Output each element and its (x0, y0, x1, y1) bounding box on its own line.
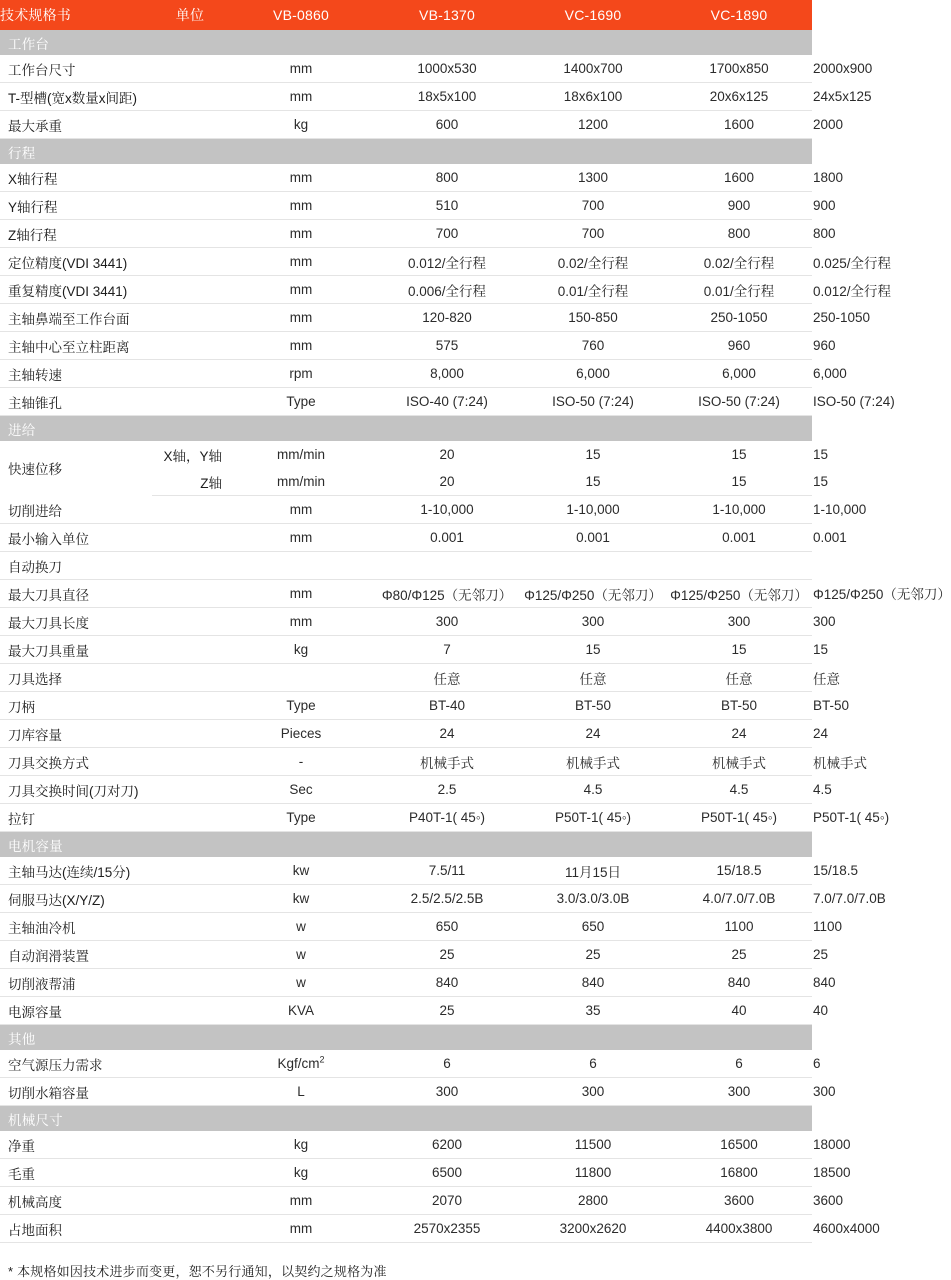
row-value-travel-8-0: ISO-40 (7:24) (374, 388, 520, 416)
row-unit-motor-2: w (228, 913, 374, 941)
row-value-motor-4-1: 840 (520, 969, 666, 997)
row-value-motor-0-1: 11月15日 (520, 857, 666, 885)
row-value-travel-7-2: 6,000 (666, 360, 812, 388)
row-label-motor-5: 电源容量 (0, 997, 228, 1025)
row-value-atc-2-0: 7 (374, 636, 520, 664)
footnote: * 本规格如因技术进步而变更，恕不另行通知，以契约之规格为准 (8, 1264, 387, 1279)
section-header-motor (0, 832, 812, 858)
row-label-atc-4: 刀柄 (0, 692, 228, 720)
row-value-motor-2-1: 650 (520, 913, 666, 941)
column-header-unit: 单位 (152, 0, 228, 30)
row-value-travel-5-0: 120-820 (374, 304, 520, 332)
row-value-dimensions-1-1: 11800 (520, 1159, 666, 1187)
row-unit-motor-5: KVA (228, 997, 374, 1025)
section-title-other: 其他 (0, 1025, 812, 1051)
row-unit-travel-1: mm (228, 192, 374, 220)
row-value-travel-4-1: 0.01/全行程 (520, 276, 666, 304)
row-value-motor-3-1: 25 (520, 941, 666, 969)
table-row: 定位精度(VDI 3441) mm 0.012/全行程 0.02/全行程 0.02/全行程 0.025/全行程 (0, 248, 812, 276)
row-value-atc-4-2: BT-50 (666, 692, 812, 720)
row-value-travel-1-2: 900 (666, 192, 812, 220)
table-row: X轴行程 mm 800 1300 1600 1800 (0, 164, 812, 192)
row-value-motor-2-0: 650 (374, 913, 520, 941)
row-value-other-0-2: 6 (666, 1050, 812, 1078)
row-value-dimensions-3-1: 3200x2620 (520, 1215, 666, 1243)
row-unit-dimensions-1: kg (228, 1159, 374, 1187)
row-value-other-1-2: 300 (666, 1078, 812, 1106)
row-value-travel-6-0: 575 (374, 332, 520, 360)
section-header-other (0, 1025, 812, 1051)
row-unit-worktable-0: mm (228, 55, 374, 83)
row-value-atc-7-2: 4.5 (666, 776, 812, 804)
row-value-travel-1-0: 510 (374, 192, 520, 220)
table-row: Y轴行程 mm 510 700 900 900 (0, 192, 812, 220)
table-row: 工作台尺寸 mm 1000x530 1400x700 1700x850 2000x900 (0, 55, 812, 83)
row-unit-travel-4: mm (228, 276, 374, 304)
row-value-atc-1-1: 300 (520, 608, 666, 636)
table-row: 最大承重 kg 600 1200 1600 2000 (0, 111, 812, 139)
row-value-motor-5-0: 25 (374, 997, 520, 1025)
row-unit-dimensions-2: mm (228, 1187, 374, 1215)
row-label-motor-1: 伺服马达(X/Y/Z) (0, 885, 228, 913)
table-row: 主轴中心至立柱距离 mm 575 760 960 960 (0, 332, 812, 360)
table-row: 主轴转速 rpm 8,000 6,000 6,000 6,000 (0, 360, 812, 388)
row-label-motor-0: 主轴马达(连续/15分) (0, 857, 228, 885)
row-value-travel-4-0: 0.006/全行程 (374, 276, 520, 304)
row-value-atc-8-0: P40T-1( 45◦) (374, 804, 520, 832)
table-row: 空气源压力需求 Kgf/$cm^2$ 6 6 6 6 (0, 1050, 812, 1078)
row-unit-atc-2: kg (228, 636, 374, 664)
row-value-travel-0-1: 1300 (520, 164, 666, 192)
section-header-atc (0, 552, 812, 580)
section-header-dimensions (0, 1106, 812, 1132)
row-label-worktable-1: T-型槽(宽x数量x间距) (0, 83, 228, 111)
row-value-other-1-1: 300 (520, 1078, 666, 1106)
section-title-motor: 电机容量 (0, 832, 812, 858)
row-value-worktable-2-0: 600 (374, 111, 520, 139)
table-row: 最大刀具长度 mm 300 300 300 300 (0, 608, 812, 636)
row-value-feed-0-1-0: 20 (374, 468, 520, 496)
row-value-feed-0-0-2: 15 (666, 441, 812, 468)
row-value-motor-4-2: 840 (666, 969, 812, 997)
row-unit-motor-4: w (228, 969, 374, 997)
row-value-feed-1-0: 1-10,000 (374, 496, 520, 524)
row-unit-travel-0: mm (228, 164, 374, 192)
section-title-feed: 进给 (0, 416, 812, 442)
row-value-feed-1-2: 1-10,000 (666, 496, 812, 524)
row-value-feed-2-1: 0.001 (520, 524, 666, 552)
column-header-model-3: VC-1890 (666, 0, 812, 30)
row-value-travel-0-0: 800 (374, 164, 520, 192)
row-value-worktable-1-1: 18x6x100 (520, 83, 666, 111)
table-row: 最大刀具直径 mm Φ80/Φ125（无邻刀） Φ125/Φ250（无邻刀） Φ125/Φ250（无邻刀） Φ125/Φ250（无邻刀） (0, 580, 812, 608)
row-unit-worktable-2: kg (228, 111, 374, 139)
row-value-worktable-0-2: 1700x850 (666, 55, 812, 83)
row-value-motor-1-1: 3.0/3.0/3.0B (520, 885, 666, 913)
row-value-motor-0-2: 15/18.5 (666, 857, 812, 885)
row-value-dimensions-2-2: 3600 (666, 1187, 812, 1215)
row-unit-feed-1: mm (228, 496, 374, 524)
row-value-atc-6-1: 机械手式 (520, 748, 666, 776)
row-value-feed-2-0: 0.001 (374, 524, 520, 552)
row-value-worktable-2-1: 1200 (520, 111, 666, 139)
row-label-travel-4: 重复精度(VDI 3441) (0, 276, 228, 304)
row-unit-atc-7: Sec (228, 776, 374, 804)
row-unit-motor-3: w (228, 941, 374, 969)
row-label-travel-8: 主轴锥孔 (0, 388, 228, 416)
table-row: 净重 kg 6200 11500 16500 18000 (0, 1131, 812, 1159)
row-value-atc-5-1: 24 (520, 720, 666, 748)
row-label-dimensions-0: 净重 (0, 1131, 228, 1159)
row-value-atc-5-2: 24 (666, 720, 812, 748)
row-value-atc-4-0: BT-40 (374, 692, 520, 720)
table-row: 主轴鼻端至工作台面 mm 120-820 150-850 250-1050 250-1050 (0, 304, 812, 332)
row-value-dimensions-1-2: 16800 (666, 1159, 812, 1187)
row-unit-travel-6: mm (228, 332, 374, 360)
row-label-dimensions-3: 占地面积 (0, 1215, 228, 1243)
row-unit-atc-0: mm (228, 580, 374, 608)
row-label-travel-5: 主轴鼻端至工作台面 (0, 304, 228, 332)
row-label-atc-6: 刀具交换方式 (0, 748, 228, 776)
row-label-motor-4: 切削液帮浦 (0, 969, 228, 997)
row-unit-travel-3: mm (228, 248, 374, 276)
table-row: T-型槽(宽x数量x间距) mm 18x5x100 18x6x100 20x6x125 24x5x125 (0, 83, 812, 111)
row-value-motor-5-1: 35 (520, 997, 666, 1025)
row-sublabel-feed-0-1: Z轴 (152, 468, 228, 496)
row-label-other-1: 切削水箱容量 (0, 1078, 228, 1106)
row-value-dimensions-3-0: 2570x2355 (374, 1215, 520, 1243)
row-value-atc-8-2: P50T-1( 45◦) (666, 804, 812, 832)
section-title-dimensions: 机械尺寸 (0, 1106, 812, 1132)
row-value-atc-3-0: 任意 (374, 664, 520, 692)
row-value-other-1-0: 300 (374, 1078, 520, 1106)
row-label-atc-2: 最大刀具重量 (0, 636, 228, 664)
row-value-dimensions-1-0: 6500 (374, 1159, 520, 1187)
header-row (0, 0, 812, 30)
table-row: 毛重 kg 6500 11800 16800 18500 (0, 1159, 812, 1187)
row-value-feed-0-0-0: 20 (374, 441, 520, 468)
row-value-motor-3-0: 25 (374, 941, 520, 969)
section-title-worktable: 工作台 (0, 30, 812, 55)
row-unit-dimensions-0: kg (228, 1131, 374, 1159)
row-label-atc-0: 最大刀具直径 (0, 580, 228, 608)
row-unit-atc-5: Pieces (228, 720, 374, 748)
row-value-atc-3-1: 任意 (520, 664, 666, 692)
row-value-travel-7-0: 8,000 (374, 360, 520, 388)
row-value-feed-0-0-1: 15 (520, 441, 666, 468)
table-row: 刀具交换时间(刀对刀) Sec 2.5 4.5 4.5 4.5 (0, 776, 812, 804)
row-value-atc-7-1: 4.5 (520, 776, 666, 804)
row-unit-feed-2: mm (228, 524, 374, 552)
row-label-travel-6: 主轴中心至立柱距离 (0, 332, 228, 360)
row-unit-travel-7: rpm (228, 360, 374, 388)
row-value-feed-0-1-2: 15 (666, 468, 812, 496)
row-value-travel-2-0: 700 (374, 220, 520, 248)
row-label-atc-3: 刀具选择 (0, 664, 228, 692)
row-label-feed-2: 最小输入单位 (0, 524, 228, 552)
row-label-travel-7: 主轴转速 (0, 360, 228, 388)
section-header-feed (0, 416, 812, 442)
row-label-dimensions-1: 毛重 (0, 1159, 228, 1187)
row-value-motor-2-2: 1100 (666, 913, 812, 941)
row-unit-atc-4: Type (228, 692, 374, 720)
row-value-motor-5-2: 40 (666, 997, 812, 1025)
row-value-dimensions-3-2: 4400x3800 (666, 1215, 812, 1243)
row-label-feed-0: 快速位移 (0, 441, 152, 496)
row-unit-atc-8: Type (228, 804, 374, 832)
row-label-atc-1: 最大刀具长度 (0, 608, 228, 636)
row-label-dimensions-2: 机械高度 (0, 1187, 228, 1215)
table-header (0, 0, 812, 30)
table-row: 最大刀具重量 kg 7 15 15 15 (0, 636, 812, 664)
table-row: 切削液帮浦 w 840 840 840 840 (0, 969, 812, 997)
table-row: 切削水箱容量 L 300 300 300 300 (0, 1078, 812, 1106)
row-value-travel-1-1: 700 (520, 192, 666, 220)
row-value-travel-2-1: 700 (520, 220, 666, 248)
row-value-atc-1-2: 300 (666, 608, 812, 636)
section-title-atc: 自动换刀 (0, 552, 812, 580)
row-value-motor-0-0: 7.5/11 (374, 857, 520, 885)
row-value-travel-6-2: 960 (666, 332, 812, 360)
row-value-travel-8-1: ISO-50 (7:24) (520, 388, 666, 416)
row-value-atc-8-1: P50T-1( 45◦) (520, 804, 666, 832)
row-value-travel-8-2: ISO-50 (7:24) (666, 388, 812, 416)
table-row: 主轴马达(连续/15分) kw 7.5/11 11月15日 15/18.5 15/18.5 (0, 857, 812, 885)
row-label-atc-8: 拉钉 (0, 804, 228, 832)
row-unit-atc-3 (228, 664, 374, 692)
row-value-motor-1-2: 4.0/7.0/7.0B (666, 885, 812, 913)
row-value-worktable-1-2: 20x6x125 (666, 83, 812, 111)
row-value-other-0-0: 6 (374, 1050, 520, 1078)
row-label-travel-3: 定位精度(VDI 3441) (0, 248, 228, 276)
row-value-atc-6-2: 机械手式 (666, 748, 812, 776)
column-header-model-2: VC-1690 (520, 0, 666, 30)
table-row: Z轴 mm/min 20 15 15 15 (0, 468, 812, 496)
row-value-feed-1-1: 1-10,000 (520, 496, 666, 524)
row-value-worktable-0-1: 1400x700 (520, 55, 666, 83)
row-value-travel-4-2: 0.01/全行程 (666, 276, 812, 304)
row-value-other-0-1: 6 (520, 1050, 666, 1078)
table-row: 刀库容量 Pieces 24 24 24 24 (0, 720, 812, 748)
row-value-worktable-1-0: 18x5x100 (374, 83, 520, 111)
row-value-atc-3-2: 任意 (666, 664, 812, 692)
table-row: 刀柄 Type BT-40 BT-50 BT-50 BT-50 (0, 692, 812, 720)
row-value-atc-4-1: BT-50 (520, 692, 666, 720)
row-value-travel-5-2: 250-1050 (666, 304, 812, 332)
row-value-feed-0-1-1: 15 (520, 468, 666, 496)
table-row: 电源容量 KVA 25 35 40 40 (0, 997, 812, 1025)
row-unit-motor-0: kw (228, 857, 374, 885)
row-value-worktable-2-2: 1600 (666, 111, 812, 139)
table-row: 重复精度(VDI 3441) mm 0.006/全行程 0.01/全行程 0.01/全行程 0.012/全行程 (0, 276, 812, 304)
table-row: 刀具选择 任意 任意 任意 任意 (0, 664, 812, 692)
row-value-travel-2-2: 800 (666, 220, 812, 248)
row-label-motor-3: 自动润滑装置 (0, 941, 228, 969)
table-row: 拉钉 Type P40T-1( 45◦) P50T-1( 45◦) P50T-1( 45◦) P50T-1( 45◦) (0, 804, 812, 832)
column-header-model-0: VB-0860 (228, 0, 374, 30)
row-unit-atc-1: mm (228, 608, 374, 636)
row-value-travel-3-2: 0.02/全行程 (666, 248, 812, 276)
row-unit-motor-1: kw (228, 885, 374, 913)
table-body (0, 30, 951, 1243)
unit-superscript: 2 (319, 1054, 325, 1065)
row-unit-travel-8: Type (228, 388, 374, 416)
row-value-atc-0-2: Φ125/Φ250（无邻刀） (666, 580, 812, 608)
row-unit-worktable-1: mm (228, 83, 374, 111)
table-row: 刀具交换方式 - 机械手式 机械手式 机械手式 机械手式 (0, 748, 812, 776)
row-value-atc-7-0: 2.5 (374, 776, 520, 804)
row-value-motor-3-2: 25 (666, 941, 812, 969)
table-row: 最小输入单位 mm 0.001 0.001 0.001 0.001 (0, 524, 812, 552)
table-row: 占地面积 mm 2570x2355 3200x2620 4400x3800 4600x4000 (0, 1215, 812, 1243)
section-header-travel (0, 139, 812, 165)
table-row: 自动润滑装置 w 25 25 25 25 (0, 941, 812, 969)
row-value-dimensions-0-0: 6200 (374, 1131, 520, 1159)
row-value-worktable-0-0: 1000x530 (374, 55, 520, 83)
row-label-travel-0: X轴行程 (0, 164, 228, 192)
row-value-dimensions-2-0: 2070 (374, 1187, 520, 1215)
row-unit-other-1: L (228, 1078, 374, 1106)
row-unit-dimensions-3: mm (228, 1215, 374, 1243)
row-unit-travel-2: mm (228, 220, 374, 248)
row-value-dimensions-0-1: 11500 (520, 1131, 666, 1159)
row-label-other-0: 空气源压力需求 (0, 1050, 228, 1078)
row-sublabel-feed-0-0: X轴，Y轴 (152, 441, 228, 468)
row-value-atc-1-0: 300 (374, 608, 520, 636)
row-value-atc-0-0: Φ80/Φ125（无邻刀） (374, 580, 520, 608)
table-row: 伺服马达(X/Y/Z) kw 2.5/2.5/2.5B 3.0/3.0/3.0B 4.0/7.0/7.0B 7.0/7.0/7.0B (0, 885, 812, 913)
row-value-travel-7-1: 6,000 (520, 360, 666, 388)
row-value-travel-3-0: 0.012/全行程 (374, 248, 520, 276)
row-value-travel-6-1: 760 (520, 332, 666, 360)
row-value-atc-0-1: Φ125/Φ250（无邻刀） (520, 580, 666, 608)
row-value-atc-2-2: 15 (666, 636, 812, 664)
column-header-model-1: VB-1370 (374, 0, 520, 30)
row-unit-feed-0-1: mm/min (228, 468, 374, 496)
table-row: 快速位移 X轴，Y轴 mm/min 20 15 15 15 (0, 441, 812, 468)
row-value-travel-3-1: 0.02/全行程 (520, 248, 666, 276)
row-value-dimensions-0-2: 16500 (666, 1131, 812, 1159)
page-title: 技术规格书 (0, 0, 152, 30)
row-label-atc-5: 刀库容量 (0, 720, 228, 748)
row-unit-travel-5: mm (228, 304, 374, 332)
row-value-atc-2-1: 15 (520, 636, 666, 664)
row-value-dimensions-2-1: 2800 (520, 1187, 666, 1215)
row-label-travel-1: Y轴行程 (0, 192, 228, 220)
table-row: 主轴油冷机 w 650 650 1100 1100 (0, 913, 812, 941)
row-label-motor-2: 主轴油冷机 (0, 913, 228, 941)
table-row: Z轴行程 mm 700 700 800 800 (0, 220, 812, 248)
row-value-travel-5-1: 150-850 (520, 304, 666, 332)
row-value-motor-1-0: 2.5/2.5/2.5B (374, 885, 520, 913)
table-row: 机械高度 mm 2070 2800 3600 3600 (0, 1187, 812, 1215)
row-label-atc-7: 刀具交换时间(刀对刀) (0, 776, 228, 804)
table-row: 切削进给 mm 1-10,000 1-10,000 1-10,000 1-10,000 (0, 496, 812, 524)
row-label-feed-1: 切削进给 (0, 496, 228, 524)
row-unit-other-0: Kgf/$cm^2$ (228, 1050, 374, 1078)
table-row: 主轴锥孔 Type ISO-40 (7:24) ISO-50 (7:24) ISO-50 (7:24) ISO-50 (7:24) (0, 388, 812, 416)
row-value-atc-6-0: 机械手式 (374, 748, 520, 776)
row-value-travel-0-2: 1600 (666, 164, 812, 192)
row-unit-feed-0-0: mm/min (228, 441, 374, 468)
row-unit-atc-6: - (228, 748, 374, 776)
row-label-worktable-2: 最大承重 (0, 111, 228, 139)
section-title-travel: 行程 (0, 139, 812, 165)
row-value-atc-5-0: 24 (374, 720, 520, 748)
row-value-motor-4-0: 840 (374, 969, 520, 997)
row-value-feed-2-2: 0.001 (666, 524, 812, 552)
row-label-worktable-0: 工作台尺寸 (0, 55, 228, 83)
row-label-travel-2: Z轴行程 (0, 220, 228, 248)
section-header-worktable (0, 30, 812, 55)
